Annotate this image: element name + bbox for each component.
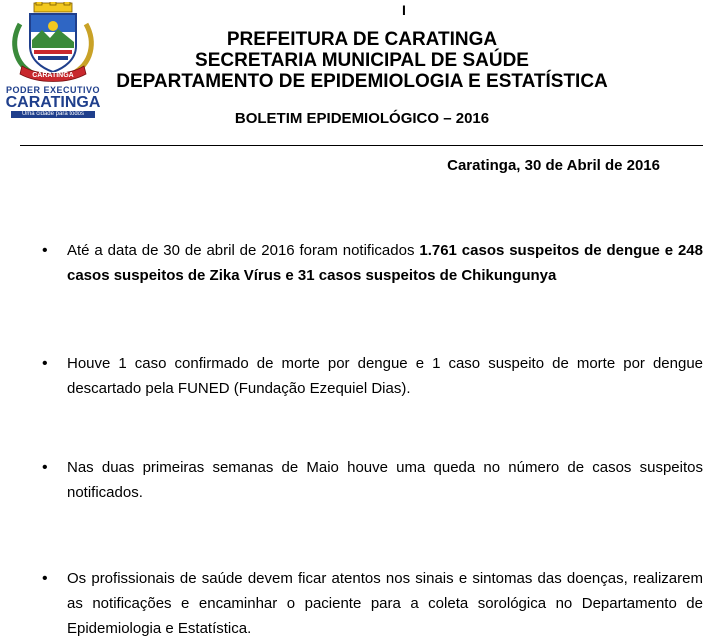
header-line-2: SECRETARIA MUNICIPAL DE SAÚDE <box>195 50 529 71</box>
logo-line-1: PODER EXECUTIVO <box>5 85 100 95</box>
bulletin-title: BOLETIM EPIDEMIOLÓGICO – 2016 <box>234 110 490 127</box>
bullet-bold-text: 1.761 casos suspeitos de dengue e 248 casos suspeitos de Zika Vírus e 31 casos suspeitos de Chikungunya <box>67 242 703 284</box>
page-marker: I <box>402 2 406 18</box>
list-item <box>67 238 703 288</box>
logo-line-3: Uma cidade para todos <box>11 111 95 118</box>
header-divider <box>20 145 703 146</box>
bullet-text: Até a data de 30 de abril de 2016 foram notificados <box>67 242 420 259</box>
list-item: • Houve 1 caso confirmado de morte por dengue e 1 caso suspeito de morte por dengue descartado pela FUNED (Fundação Ezequiel Dias). <box>67 351 703 401</box>
list-item: • Os profissionais de saúde devem ficar atentos nos sinais e sintomas das doenças, realizarem as notificações e encaminhar o paciente para a coleta sorológica no Departamento de Epidemiologia e Estatística. <box>67 566 703 641</box>
date-line: Caratinga, 30 de Abril de 2016 <box>447 157 660 174</box>
coat-of-arms-icon <box>4 2 102 84</box>
caratinga-logo <box>4 2 102 117</box>
header-line-1: PREFEITURA DE CARATINGA <box>226 29 498 50</box>
list-item: • Nas duas primeiras semanas de Maio houve uma queda no número de casos suspeitos notificados. <box>67 455 703 505</box>
ribbon-text: CARATINGA <box>32 72 74 79</box>
logo-line-2: CARATINGA <box>5 94 101 111</box>
header-line-3: DEPARTAMENTO DE EPIDEMIOLOGIA E ESTATÍSTICA <box>116 71 608 92</box>
